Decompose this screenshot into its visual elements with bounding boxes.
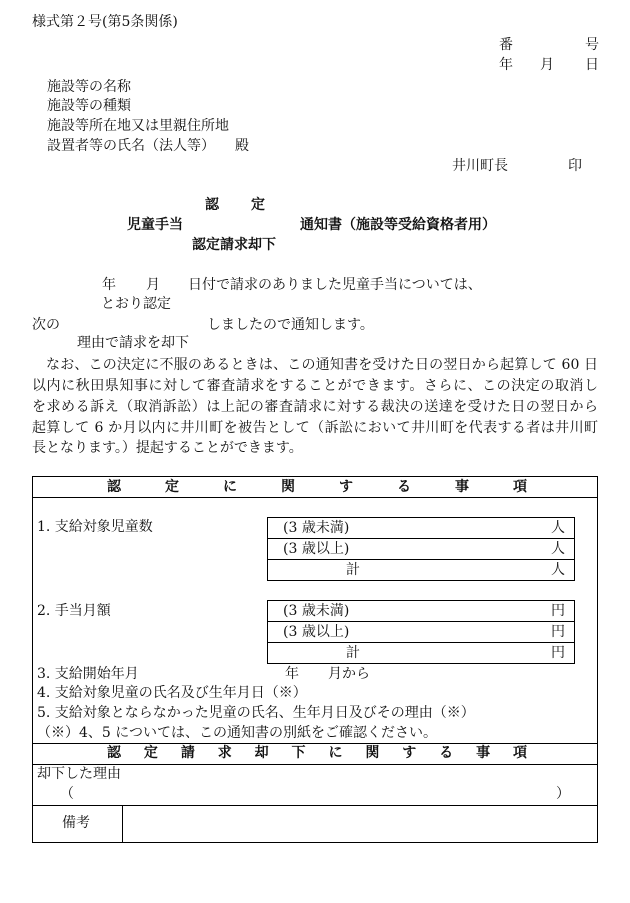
- heading-char: 却: [254, 745, 269, 761]
- issuer-name: 井川町長: [452, 158, 508, 174]
- appeal-notice-line: 長となります。）提起することができます。: [32, 440, 303, 456]
- row-label: (3 歳未満): [283, 520, 350, 536]
- heading-char: に: [328, 745, 343, 761]
- table-divider: [32, 805, 598, 806]
- rejection-reason-label: 却下した理由: [37, 766, 121, 782]
- facility-name-label: 施設等の名称: [47, 79, 131, 95]
- table-divider: [32, 743, 598, 744]
- row-unit: 人: [551, 541, 565, 557]
- row-unit: 円: [551, 603, 565, 619]
- heading-char: す: [339, 479, 353, 495]
- heading-char: す: [402, 745, 417, 761]
- heading-char: 認: [107, 479, 121, 495]
- heading-char: 関: [281, 479, 295, 495]
- intro-line-suffix: しましたので通知します。: [207, 317, 374, 333]
- intro-year: 年: [102, 277, 116, 293]
- heading-char: る: [397, 479, 411, 495]
- row-label: (3 歳未満): [283, 603, 350, 619]
- row-label: (3 歳以上): [283, 624, 350, 640]
- row-unit: 人: [551, 520, 565, 536]
- table-row: [268, 539, 574, 560]
- title-allowance: 児童手当: [127, 217, 183, 233]
- reference-number-suffix: 号: [585, 37, 599, 53]
- date-day: 日: [585, 57, 599, 73]
- date-year: 年: [499, 57, 513, 73]
- heading-char: 定: [165, 479, 179, 495]
- table-divider: [32, 497, 598, 498]
- heading-char: 求: [217, 745, 232, 761]
- facility-type-label: 施設等の種類: [47, 98, 131, 114]
- appeal-notice-line: 起算して 6 か月以内に井川町を被告として（訴訟において井川町を代表する者は井川町: [32, 420, 598, 436]
- heading-char: 項: [513, 479, 527, 495]
- heading-char: る: [439, 745, 454, 761]
- heading-char: 定: [143, 745, 158, 761]
- heading-char: 関: [365, 745, 380, 761]
- excluded-children-label: 5. 支給対象とならなかった児童の氏名、生年月日及びその理由（※）: [37, 705, 475, 721]
- table-row: [268, 518, 574, 539]
- title-approval: [205, 198, 265, 212]
- heading-char: 事: [476, 745, 491, 761]
- heading-char: 項: [512, 745, 527, 761]
- table-row: [268, 643, 574, 663]
- honorific: 殿: [235, 138, 249, 154]
- row-label: 計: [346, 645, 360, 661]
- heading-char: 下: [291, 745, 306, 761]
- remarks-divider: [122, 805, 123, 842]
- date-month: 月: [540, 57, 554, 73]
- row-unit: 円: [551, 624, 565, 640]
- table-row: [268, 601, 574, 622]
- table-divider: [32, 764, 598, 765]
- remarks-label: 備考: [62, 815, 90, 831]
- appeal-notice-line: を求める訴え（取消訴訟）は上記の審査請求に対する裁決の送達を受けた日の翌日から: [32, 399, 598, 415]
- heading-char: 事: [455, 479, 469, 495]
- intro-month: 月: [146, 277, 160, 293]
- row-label: (3 歳以上): [283, 541, 350, 557]
- heading-char: 請: [180, 745, 195, 761]
- rejection-section-header: [107, 746, 527, 760]
- intro-line-prefix: 次の: [32, 317, 60, 333]
- children-count-table: [267, 517, 575, 581]
- intro-approval-option: とおり認定: [101, 296, 171, 312]
- monthly-amount-label: 2. 手当月額: [37, 603, 111, 619]
- intro-line1: 日付で請求のありました児童手当については、: [188, 277, 482, 293]
- row-unit: 人: [551, 562, 565, 578]
- children-count-label: 1. 支給対象児童数: [37, 519, 153, 535]
- row-unit: 円: [551, 645, 565, 661]
- title-notice: 通知書（施設等受給資格者用）: [300, 217, 496, 233]
- issuer-seal: 印: [568, 158, 582, 174]
- rejection-reason-open-paren: （: [60, 786, 74, 802]
- appeal-notice-line: なお、この決定に不服のあるときは、この通知書を受けた日の翌日から起算して 60 日: [46, 357, 598, 373]
- table-row: [268, 622, 574, 643]
- row-label: 計: [346, 562, 360, 578]
- appeal-notice-line: 以内に秋田県知事に対して審査請求をすることができます。さらに、この決定の取消し: [32, 378, 598, 394]
- facility-address-label: 施設等所在地又は里親住所地: [47, 118, 229, 134]
- heading-char: 認: [107, 745, 121, 761]
- children-names-label: 4. 支給対象児童の氏名及び生年月日（※）: [37, 685, 307, 701]
- form-number: 様式第２号(第5条関係): [32, 14, 178, 30]
- founder-name-label: 設置者等の氏名（法人等）: [47, 138, 215, 154]
- heading-char: 定: [251, 197, 265, 213]
- reference-number-prefix: 番: [499, 37, 513, 53]
- heading-char: に: [223, 479, 237, 495]
- title-rejection: 認定請求却下: [192, 237, 276, 253]
- approval-note: （※）4、5 については、この通知書の別紙をご確認ください。: [37, 725, 437, 741]
- start-month-month: 月から: [328, 666, 370, 682]
- rejection-reason-close-paren: ）: [556, 786, 570, 802]
- start-month-year: 年: [285, 666, 299, 682]
- heading-char: 認: [205, 197, 219, 213]
- intro-rejection-option: 理由で請求を却下: [77, 335, 189, 351]
- start-month-label: 3. 支給開始年月: [37, 666, 139, 682]
- table-row: [268, 560, 574, 580]
- approval-section-header: [107, 480, 527, 494]
- monthly-amount-table: [267, 600, 575, 664]
